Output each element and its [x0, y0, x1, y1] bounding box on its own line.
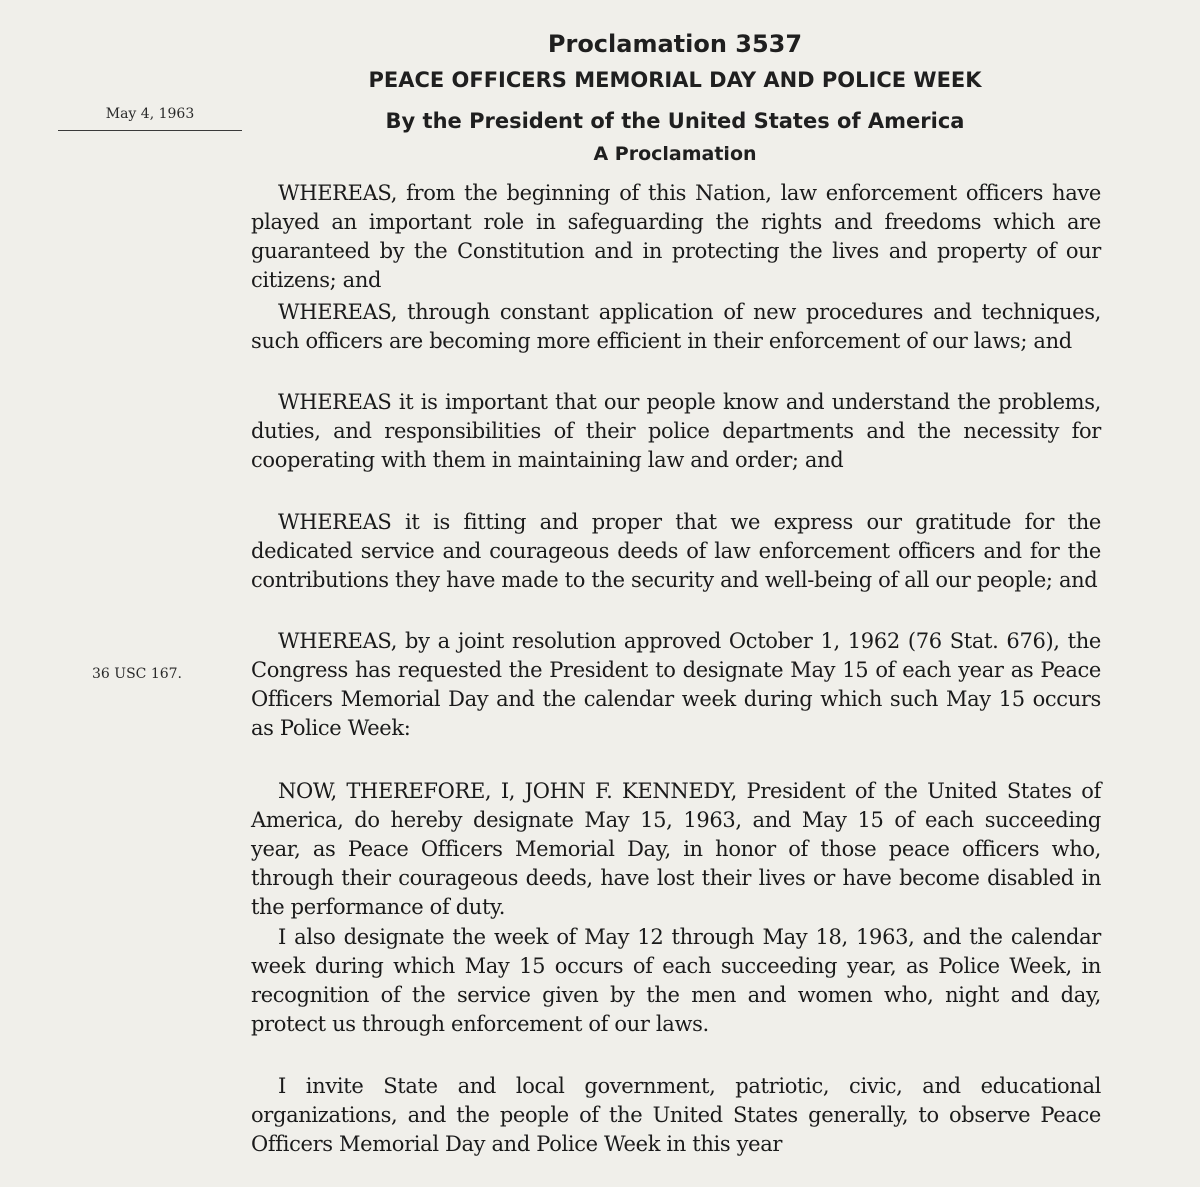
paragraph-text: I invite State and local government, patriotic, civic, and educational organizations, and the people of the United States generally, to observe Peace Officers Memorial Day and Police Week in this year [251, 1074, 1101, 1156]
body-paragraph [251, 627, 1101, 743]
body-paragraph [251, 179, 1101, 295]
paragraph-text: WHEREAS, by a joint resolution approved October 1, 1962 (76 Stat. 676), the Congress has requested the President to designate May 15 of each year as Peace Officers Memorial Day and the calendar week during which such May 15 occurs as Police Week: [251, 629, 1101, 740]
paragraph-text: WHEREAS, from the beginning of this Nation, law enforcement officers have played an important role in safeguarding the rights and freedoms which are guaranteed by the Constitution and in protecting the lives and property of our citizens; and [251, 181, 1101, 292]
margin-citation: 36 USC 167. [92, 666, 182, 682]
margin-date: May 4, 1963 [105, 106, 195, 122]
body-paragraph [251, 388, 1101, 475]
paragraph-text: WHEREAS, through constant application of new procedures and techniques, such officers are becoming more efficient in their enforcement of our laws; and [251, 300, 1101, 353]
paragraph-text: WHEREAS it is important that our people know and understand the problems, duties, and responsibilities of their police departments and the necessity for cooperating with them in maintaining law and order; and [251, 390, 1101, 472]
proclamation-issuer: By the President of the United States of America [385, 109, 965, 133]
body-paragraph [251, 298, 1101, 356]
proclamation-subtitle: A Proclamation [593, 143, 757, 165]
paragraph-text: WHEREAS it is fitting and proper that we express our gratitude for the dedicated service and courageous deeds of law enforcement officers and for the contributions they have made to the security and well-being of all our people; and [251, 510, 1101, 592]
body-paragraph [251, 923, 1101, 1039]
margin-divider [58, 130, 242, 131]
paragraph-text: I also designate the week of May 12 through May 18, 1963, and the calendar week during which May 15 occurs of each succeeding year, as Police Week, in recognition of the service given by the men and women who, night and day, protect us through enforcement of our laws. [251, 925, 1101, 1036]
proclamation-title: PEACE OFFICERS MEMORIAL DAY AND POLICE WEEK [368, 68, 982, 92]
body-paragraph [251, 508, 1101, 595]
paragraph-text: NOW, THEREFORE, I, JOHN F. KENNEDY, President of the United States of America, do hereby designate May 15, 1963, and May 15 of each succeeding year, as Peace Officers Memorial Day, in honor of those peace officers who, through their courageous deeds, have lost their lives or have become disabled in the performance of duty. [251, 779, 1101, 919]
body-paragraph [251, 1072, 1101, 1159]
body-paragraph [251, 777, 1101, 922]
proclamation-number: Proclamation 3537 [547, 30, 803, 58]
